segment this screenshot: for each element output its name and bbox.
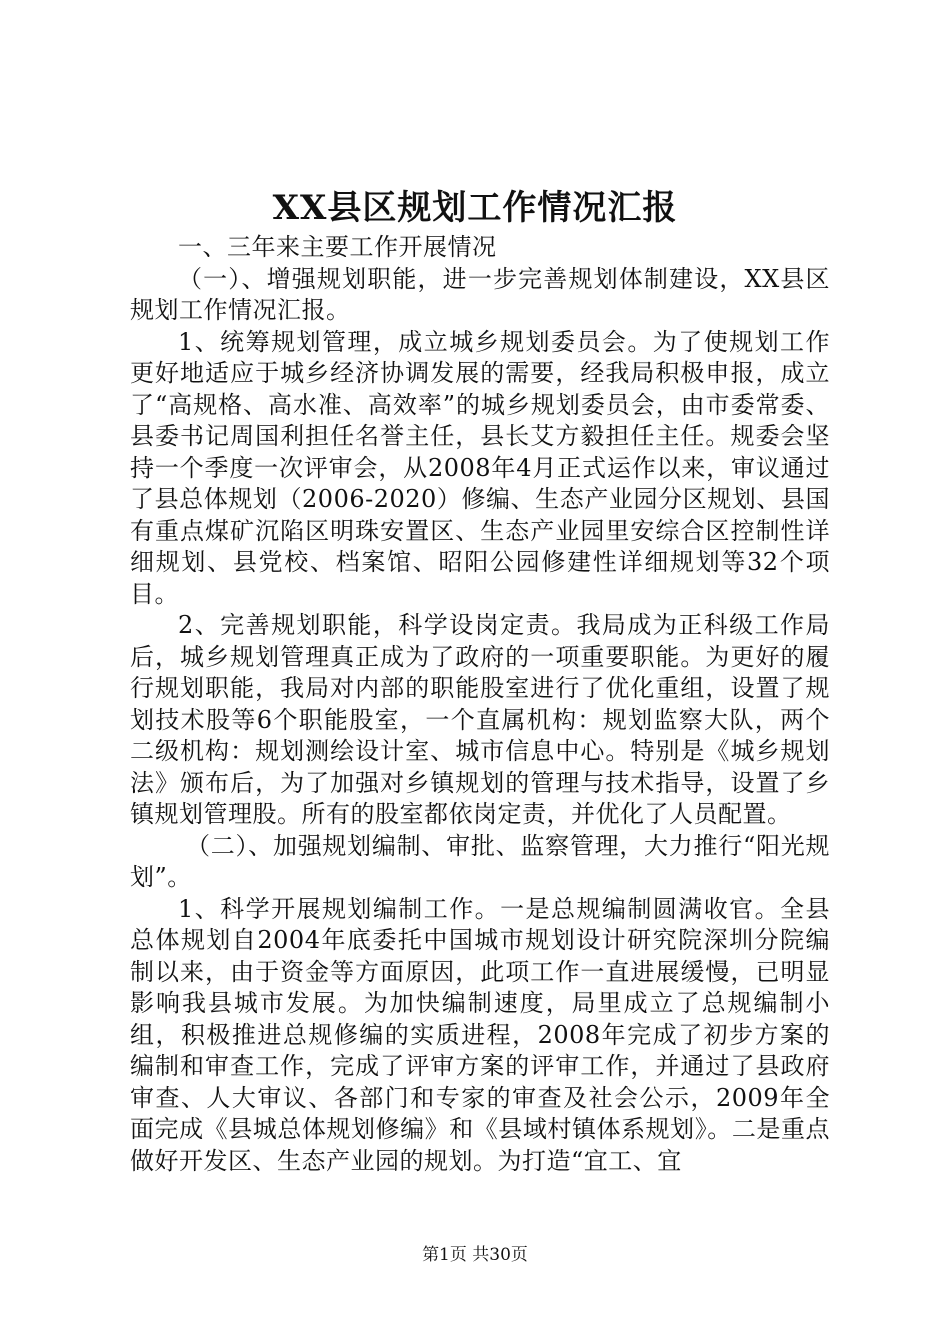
body-paragraph: 1、科学开展规划编制工作。一是总规编制圆满收官。全县总体规划自2004年底委托中国城市规划设计研究院深圳分院编制以来，由于资金等方面原因，此项工作一直进展缓慢，已明显影响我县城市发展。为加快编制速度，局里成立了总规编制小组，积极推进总规修编的实质进程，2008年完成了初步方案的编制和审查工作，完成了评审方案的评审工作，并通过了县政府审查、人大审议、各部门和专家的审查及社会公示，2009年全面完成《县城总体规划修编》和《县域村镇体系规划》。二是重点做好开发区、生态产业园的规划。为打造“宜工、宜 [130, 894, 830, 1175]
page-footer: 第1页 共30页 [422, 1245, 528, 1265]
subsection-heading: （一）、增强规划职能，进一步完善规划体制建设，XX县区规划工作情况汇报。 [130, 264, 830, 324]
section-heading: 一、三年来主要工作开展情况 [178, 233, 497, 261]
body-paragraph: 2、完善规划职能，科学设岗定责。我局成为正科级工作局后，城乡规划管理真正成为了政府的一项重要职能。为更好的履行规划职能，我局对内部的职能股室进行了优化重组，设置了规划技术股等6个职能股室，一个直属机构：规划监察大队，两个二级机构：规划测绘设计室、城市信息中心。特别是《城乡规划法》颁布后，为了加强对乡镇规划的管理与技术指导，设置了乡镇规划管理股。所有的股室都依岗定责，并优化了人员配置。 [130, 611, 830, 828]
document-body [130, 232, 830, 1177]
subsection-heading: （二）、加强规划编制、审批、监察管理，大力推行“阳光规划”。 [130, 831, 830, 891]
body-paragraph: 1、统筹规划管理，成立城乡规划委员会。为了使规划工作更好地适应于城乡经济协调发展的需要，经我局积极申报，成立了“高规格、高水准、高效率”的城乡规划委员会，由市委常委、县委书记周国利担任名誉主任，县长艾方毅担任主任。规委会坚持一个季度一次评审会，从2008年4月正式运作以来，审议通过了县总体规划（2006-2020）修编、生态产业园分区规划、县国有重点煤矿沉陷区明珠安置区、生态产业园里安综合区控制性详细规划、县党校、档案馆、昭阳公园修建性详细规划等32个项目。 [130, 327, 830, 608]
document-title: XX县区规划工作情况汇报 [272, 188, 678, 228]
